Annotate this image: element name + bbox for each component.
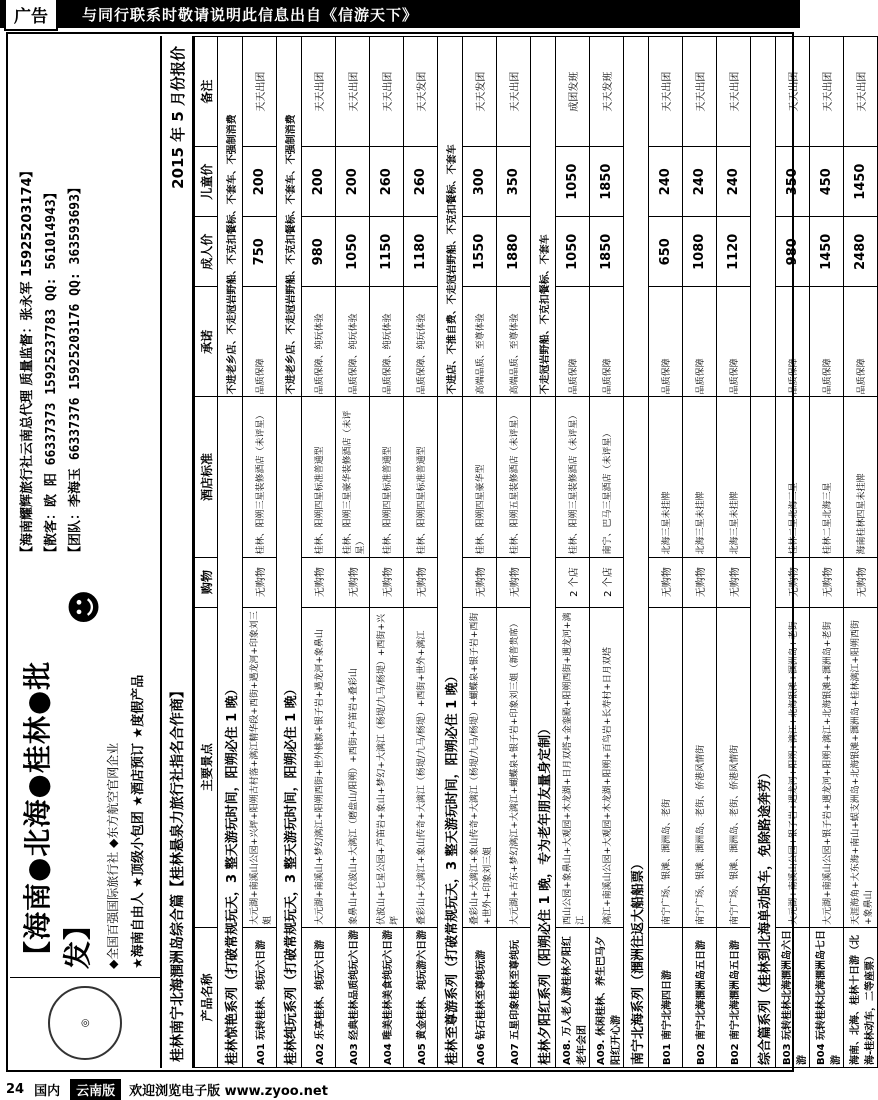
table-banner [162,36,194,1068]
ad-tag: 广告 [4,0,58,31]
section-label: 国内 [34,1083,61,1099]
shopping: 无购物 [336,557,370,607]
shopping: 2 个店 [590,557,624,607]
child-price: 1850 [590,147,624,217]
ad-message: 与同行联系时敬请说明此信息出自《信游天下》 [82,5,419,24]
tour-sights: 象鼻山+伏波山+大漓江（磨盘山/阳朔）+西街+芦笛岩+叠彩山 [336,607,370,927]
hotel-standard: 桂林、阳朔四星标准普通型 [370,397,404,557]
contact-line-1: 【海南耀辉旅行社云南总代理 质量监督：张永军 15925203174】 [20,164,35,559]
price-note: 2015 年 5 月份报价 [168,46,187,189]
shopping: 无购物 [717,557,751,607]
adult-price: 1550 [463,217,497,287]
tour-price-table [194,36,878,1068]
shopping: 无购物 [370,557,404,607]
site-link[interactable]: 欢迎浏览电子版 www.zyoo.net [129,1083,328,1099]
adult-price: 750 [243,217,277,287]
departure-note: 天天发团 [463,37,497,147]
adult-price: 2480 [844,217,878,287]
table-row [717,37,751,1068]
promise: 高端品质、至尊体验 [497,287,531,397]
table-row [649,37,683,1068]
child-price: 200 [243,147,277,217]
tour-sights: 南宁广场、银滩、涠洲岛、老街 [649,607,683,927]
departure-note: 天天出团 [649,37,683,147]
promise: 品质保障 [717,287,751,397]
adult-price: 1050 [336,217,370,287]
promise: 高端品质、至尊体验 [463,287,497,397]
promise: 品质保障 [590,287,624,397]
hotel-standard: 北海三星未挂牌 [717,397,751,557]
company-line: ◆全国百强国际旅行社 ◆东方航空官网企业 [106,742,120,969]
shopping: 无购物 [810,557,844,607]
logo-block [10,977,160,1068]
section-title: 桂林夕阳红系列（阳朔必住 1 晚，专为老年朋友量身定制） [531,397,556,1068]
promise: 品质保障 [556,287,590,397]
child-price: 200 [302,147,336,217]
ad-frame [6,32,876,1072]
section-row [751,37,776,1068]
departure-note: 天天出团 [370,37,404,147]
adult-price: 980 [302,217,336,287]
hotel-standard: 北海三星未挂牌 [649,397,683,557]
tour-name: A06 钻石桂林至尊纯玩游 [463,927,497,1067]
table-row [463,37,497,1068]
page-number: 24 [6,1081,25,1097]
departure-note: 天天出团 [776,37,810,147]
table-row [556,37,590,1068]
table-row [370,37,404,1068]
rotated-content [10,36,876,1068]
tour-name: B01 南宁北海四日游 [649,927,683,1067]
section-rule: 不走冠岩野船、不克扣餐标、不套车 [531,37,556,397]
table-header-row [195,37,218,1068]
tour-sights: 叠彩山+大漓江+象山传奇+大漓江（杨堤/九马/杨堤）+西街+世外+漓江 [404,607,438,927]
table-row [336,37,370,1068]
col-header: 备注 [195,37,218,147]
contact-line-2: 【散客：欧 阳 66337373 15925237783 QQ: 561014943】 [44,186,59,559]
tour-name: A03 经典桂林品质纯玩六日游 [336,927,370,1067]
tour-sights: 天涯海角+大东海+南山+蜈支洲岛+北海银滩+涠洲岛+桂林漓江+阳朔西街+象鼻山 [844,607,878,927]
departure-note: 天天发团 [404,37,438,147]
section-title: 桂林至尊游系列（打破常规玩天，3 整天游玩时间，阳朔必住 1 晚） [438,397,463,1068]
tour-sights: 大元湖+南溪山公园+银子岩+遇龙河+阳朔+漓江+北海银滩+涠洲岛+老街 [776,607,810,927]
table-row [844,37,878,1068]
shopping: 无购物 [243,557,277,607]
section-rule [751,37,776,397]
shopping: 无购物 [649,557,683,607]
adult-price: 1120 [717,217,751,287]
tour-name: B03 玩转桂林北海涠洲岛六日游 [776,927,810,1067]
section-rule: 不进老乡店、不走冠岩野船、不克扣餐标、不套车、不强制消费 [218,37,243,397]
table-row [683,37,717,1068]
page-footer [0,1078,800,1100]
hotel-standard: 南宁、巴马三星酒店（未评星） [590,397,624,557]
tour-name: B02 南宁北海涠洲岛五日游 [717,927,751,1067]
departure-note: 成团发班 [556,37,590,147]
tour-name: A02 乐享桂林、纯玩六日游 [302,927,336,1067]
section-row [277,37,302,1068]
departure-note: 天天发班 [590,37,624,147]
table-row [810,37,844,1068]
ad-header [10,36,162,1068]
banner-text: 桂林南宁北海涠洲岛综合篇【桂林悬泉力旅行社指名合作商】 [170,684,186,1062]
promise: 品质保障、纯玩体验 [302,287,336,397]
child-price: 350 [776,147,810,217]
promise: 品质保障 [844,287,878,397]
tour-name: A05 黄金桂林、纯玩游六日游 [404,927,438,1067]
mascot-icon: ☻ [65,589,105,625]
adult-price: 1850 [590,217,624,287]
departure-note: 天天出团 [844,37,878,147]
contact-line-3: 【团队：李海玉 66337376 15925203176 QQ: 363593693】 [68,181,83,559]
section-row [218,37,243,1068]
adult-price: 980 [776,217,810,287]
tour-sights: 大元湖+南溪山+梦幻漓江+阳朔西街+世外桃源+银子岩+遇龙河+象鼻山 [302,607,336,927]
section-row [438,37,463,1068]
tour-name: A01 玩转桂林、纯玩六日游 [243,927,277,1067]
col-header: 主要景点 [195,607,218,927]
tour-name: B02 南宁北海涠洲岛五日游 [683,927,717,1067]
tour-sights: 西山公园+象鼻山+大观园+木龙湖+日月双塔+金銮殿+阳朔西街+遇龙河+漓江 [556,607,590,927]
shopping: 无购物 [844,557,878,607]
promise: 品质保障、纯玩体验 [404,287,438,397]
hotel-standard: 桂林二星北海三星 [810,397,844,557]
promise: 品质保障 [810,287,844,397]
tour-sights: 伏波山+七星公园+芦笛岩+象山+梦幻+大漓江（杨堤/九马/杨堤）+西街+兴坪 [370,607,404,927]
adult-price: 1050 [556,217,590,287]
shopping: 无购物 [463,557,497,607]
child-price: 240 [683,147,717,217]
adult-price: 1450 [810,217,844,287]
tour-name: A07 五星印象桂林至尊纯玩 [497,927,531,1067]
col-header: 成人价 [195,217,218,287]
tour-name: B04 玩转桂林北海涠洲岛七日游 [810,927,844,1067]
tour-sights: 叠彩山+大漓江+象山传奇+大漓江（杨堤/九马/杨堤）+蝴蝶泉+银子岩+西街+世外+印象刘三姐 [463,607,497,927]
table-row [590,37,624,1068]
shopping: 无购物 [497,557,531,607]
hotel-standard: 桂林、阳朔五星装修酒店（未评星） [497,397,531,557]
contact-block [10,36,160,567]
tour-name: A08. 万人老人游桂林夕阳红老年会团 [556,927,590,1067]
departure-note: 天天出团 [683,37,717,147]
section-row [531,37,556,1068]
child-price: 1450 [844,147,878,217]
child-price: 1050 [556,147,590,217]
hotel-standard: 桂林、阳朔三星装修酒店（未评星） [556,397,590,557]
adult-price: 1080 [683,217,717,287]
tour-name: 海南、北海、桂林十日游（北海-桂林动车，二等座票） [844,927,878,1067]
hotel-standard: 北海三星未挂牌 [683,397,717,557]
child-price: 350 [497,147,531,217]
child-price: 260 [404,147,438,217]
shopping: 无购物 [404,557,438,607]
hotel-standard: 桂林、阳朔四星标准普通型 [302,397,336,557]
child-price: 240 [649,147,683,217]
shopping: 无购物 [776,557,810,607]
tour-name: A04 唯美桂林美食纯玩六日游 [370,927,404,1067]
ad-title: 【海南●北海●桂林●批发】 [21,660,94,969]
promise: 品质保障 [683,287,717,397]
section-rule: 不进老乡店、不走冠岩野船、不克扣餐标、不套车、不强制消费 [277,37,302,397]
table-row [497,37,531,1068]
child-price: 300 [463,147,497,217]
hotel-standard: 桂林二星北海三星 [776,397,810,557]
departure-note: 天天出团 [243,37,277,147]
adult-price: 1150 [370,217,404,287]
agency-logo-icon: ◎ [48,986,122,1060]
child-price: 200 [336,147,370,217]
departure-note: 天天出团 [336,37,370,147]
section-row [624,37,649,1068]
hotel-standard: 海南桂林四星未挂牌 [844,397,878,557]
promise: 品质保障 [243,287,277,397]
section-title: 综合篇系列（桂林到北海单动卧车，免除路途奔劳） [751,397,776,1068]
features-line: ★海南自由人 ★顶级小包团 ★酒店预订 ★度假产品 [131,674,146,969]
adult-price: 1880 [497,217,531,287]
hotel-standard: 桂林、阳朔三星豪华装修酒店（未评星） [336,397,370,557]
adult-price: 1180 [404,217,438,287]
promise: 品质保障、纯玩体验 [370,287,404,397]
tour-sights: 南宁广场、银滩、涠洲岛、老街、侨港风情街 [683,607,717,927]
tour-sights: 漓江+南溪山公园+大观园+木龙湖+阳朔+百鸟岩+长寿村+日月双塔 [590,607,624,927]
col-header: 购物 [195,557,218,607]
departure-note: 天天出团 [810,37,844,147]
tour-sights: 大元湖+南溪山公园+兴坪+阳朔古村落+漓江精华段+西街+遇龙河+印象刘三姐 [243,607,277,927]
tour-sights: 大元湖+南溪山公园+银子岩+遇龙河+阳朔+漓江+北海银滩+涠洲岛+老街 [810,607,844,927]
col-header: 儿童价 [195,147,218,217]
child-price: 450 [810,147,844,217]
section-title: 桂林惊艳系列（打破常规玩天，3 整天游玩时间，阳朔必住 1 晚） [218,397,243,1068]
table-body [218,37,878,1068]
promise: 品质保障 [776,287,810,397]
tour-sights: 南宁广场、银滩、涠洲岛、老街、侨港风情街 [717,607,751,927]
adult-price: 650 [649,217,683,287]
departure-note: 天天出团 [497,37,531,147]
col-header: 产品名称 [195,927,218,1067]
child-price: 240 [717,147,751,217]
col-header: 承诺 [195,287,218,397]
brand-block [10,647,160,977]
departure-note: 天天出团 [717,37,751,147]
departure-note: 天天出团 [302,37,336,147]
shopping: 2 个店 [556,557,590,607]
section-rule: 不进店、不推自费、不走冠岩野船、不克扣餐标、不套车 [438,37,463,397]
tour-name: A09. 休闲桂林、养生巴马夕阳红开心游 [590,927,624,1067]
tour-sights: 大元湖+古东+梦幻漓江+大漓江+蝴蝶泉+银子岩+印象刘三姐（新普贵席） [497,607,531,927]
table-row [302,37,336,1068]
col-header: 酒店标准 [195,397,218,557]
promise: 品质保障、纯玩体验 [336,287,370,397]
section-title: 南宁北海系列（涠洲往返大船船票） [624,397,649,1068]
top-ad-bar [0,0,800,28]
region-badge: 云南版 [70,1079,121,1100]
promise: 品质保障 [649,287,683,397]
shopping: 无购物 [302,557,336,607]
child-price: 260 [370,147,404,217]
table-row [404,37,438,1068]
table-row [776,37,810,1068]
hotel-standard: 桂林、阳朔四星标准普通型 [404,397,438,557]
shopping: 无购物 [683,557,717,607]
hotel-standard: 桂林、阳朔四星豪华型 [463,397,497,557]
table-row [243,37,277,1068]
hotel-standard: 桂林、阳朔三星装修酒店（未评星） [243,397,277,557]
section-title: 桂林纯玩系列（打破常规玩天，3 整天游玩时间，阳朔必住 1 晚） [277,397,302,1068]
section-rule [624,37,649,397]
